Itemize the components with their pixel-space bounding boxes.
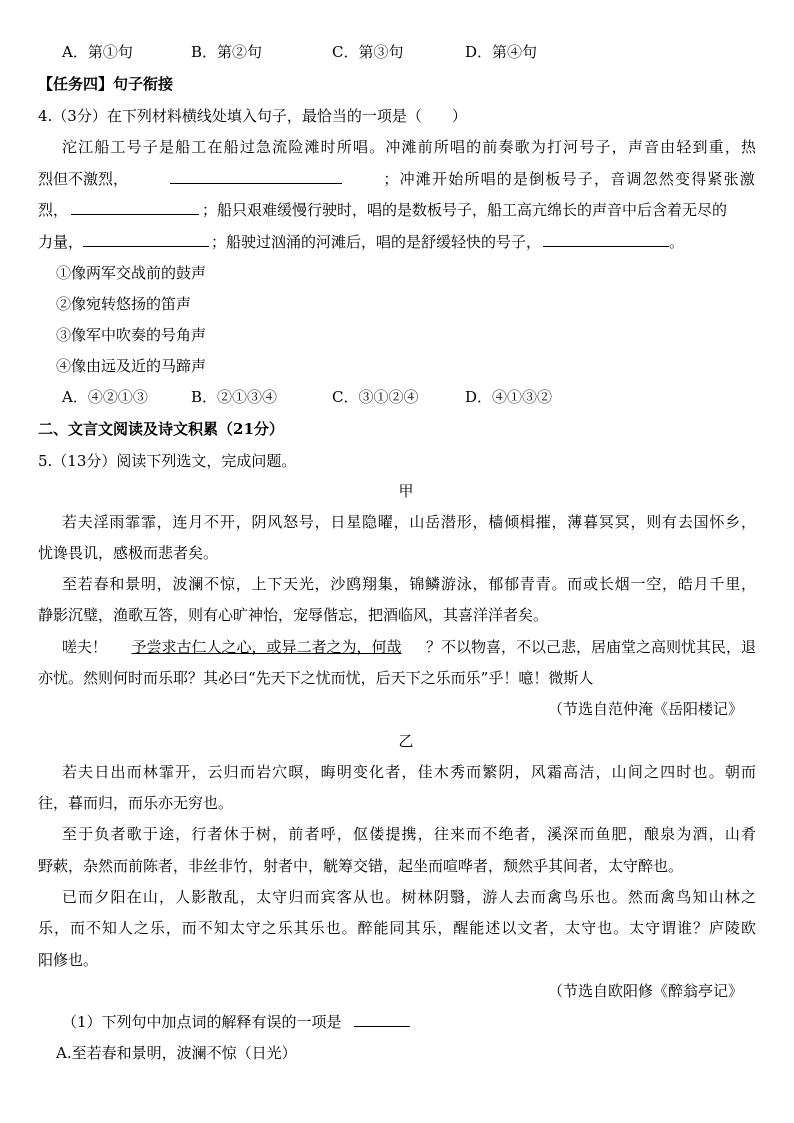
q4-passage-line2 bbox=[38, 169, 756, 189]
yi-line4: 野蔌，杂然而前陈者，非丝非竹，射者中，觥筹交错，起坐而喧哗者，颓然乎其间者，太守醉也。 bbox=[38, 857, 684, 875]
jia-text: ？不以物喜，不以己悲，居庙堂之高则忧其民，退 bbox=[425, 638, 756, 656]
q5-sub1-stem: （1）下列句中加点词的解释有误的一项是 bbox=[62, 1013, 342, 1031]
answer-blank-3[interactable] bbox=[83, 232, 209, 247]
q4-item-3: ③像军中吹奏的号角声 bbox=[56, 326, 207, 344]
q4-text: 。 bbox=[669, 233, 685, 251]
jia-line4: 静影沉璧，渔歌互答，则有心旷神怡，宠辱偕忘，把酒临风，其喜洋洋者矣。 bbox=[38, 606, 549, 624]
jia-text: 嗟夫！ bbox=[62, 638, 108, 656]
q4-passage-line3 bbox=[38, 200, 756, 220]
jia-line3: 至若春和景明，波澜不惊，上下天光，沙鸥翔集，锦鳞游泳，郁郁青青。而或长烟一空，皓月千里， bbox=[62, 575, 756, 593]
q4-text: 力量， bbox=[38, 233, 84, 251]
q4-option-d: D．④①③② bbox=[465, 388, 553, 406]
q4-text: ；船驶过汹涌的河滩后，唱的是舒缓轻快的号子， bbox=[211, 233, 542, 251]
jia-underlined-sentence: 予尝求古仁人之心，或异二者之为，何哉 bbox=[131, 638, 402, 656]
q4-option-c: C．③①②④ bbox=[332, 388, 419, 406]
jia-line6: 亦忧。然则何时而乐耶？其必曰“先天下之忧而忧，后天下之乐而乐”乎！噫！微斯人 bbox=[38, 669, 594, 687]
answer-blank-4[interactable] bbox=[543, 232, 669, 247]
q4-passage-line1: 沱江船工号子是船工在船过急流险滩时所唱。冲滩前所唱的前奏歌为打河号子，声音由轻到重，热 bbox=[62, 138, 756, 156]
yi-line5: 已而夕阳在山，人影散乱，太守归而宾客从也。树林阴翳，游人去而禽鸟乐也。然而禽鸟知山林之 bbox=[62, 888, 756, 906]
q4-item-4: ④像由远及近的马蹄声 bbox=[56, 357, 207, 375]
q4-text: 烈， bbox=[38, 201, 69, 219]
yi-line3: 至于负者歌于途，行者休于树，前者呼，伛偻提携，往来而不绝者，溪深而鱼肥，酿泉为酒，山肴 bbox=[62, 825, 756, 843]
jia-line2: 忧谗畏讥，感极而悲者矣。 bbox=[38, 544, 219, 562]
yi-line7: 阳修也。 bbox=[38, 951, 99, 969]
q4-passage-line4 bbox=[38, 232, 684, 252]
jia-line5 bbox=[62, 637, 756, 657]
q4-text: ；冲滩开始所唱的是倒板号子，音调忽然变得紧张激 bbox=[383, 170, 756, 188]
q4-text: ；船只艰难缓慢行驶时，唱的是数板号子，船工高亢绵长的声音中后含着无尽的 bbox=[202, 201, 728, 219]
q5-stem: 5.（13分）阅读下列选文，完成问题。 bbox=[38, 452, 297, 470]
q4-text: 烈但不激烈， bbox=[38, 170, 129, 188]
yi-line6: 乐，而不知人之乐，而不知太守之乐其乐也。醉能同其乐，醒能述以文者，太守也。太守谓谁？庐陵欧 bbox=[38, 919, 756, 937]
section2-title: 二、文言文阅读及诗文积累（21分） bbox=[38, 420, 284, 438]
q4-option-b: B．②①③④ bbox=[191, 388, 278, 406]
q4-item-2: ②像宛转悠扬的笛声 bbox=[56, 295, 192, 313]
answer-blank-1[interactable] bbox=[170, 169, 342, 184]
yi-line2: 往，暮而归，而乐亦无穷也。 bbox=[38, 794, 234, 812]
answer-blank-5[interactable] bbox=[354, 1012, 410, 1027]
jia-source: （节选自范仲淹《岳阳楼记》 bbox=[548, 700, 744, 718]
passage-yi-title: 乙 bbox=[398, 732, 414, 750]
jia-line1: 若夫淫雨霏霏，连月不开，阴风怒号，日星隐曜，山岳潜形，樯倾楫摧，薄暮冥冥，则有去国怀乡， bbox=[62, 513, 756, 531]
q3-option-d: D．第④句 bbox=[465, 43, 538, 61]
yi-line1: 若夫日出而林霏开，云归而岩穴暝，晦明变化者，佳木秀而繁阴，风霜高洁，山间之四时也。朝而 bbox=[62, 763, 756, 781]
task4-title: 【任务四】句子衔接 bbox=[38, 75, 174, 93]
q5-sub1 bbox=[62, 1012, 410, 1032]
answer-blank-2[interactable] bbox=[71, 200, 199, 215]
q3-option-b: B．第②句 bbox=[191, 43, 263, 61]
q4-item-1: ①像两军交战前的鼓声 bbox=[56, 264, 207, 282]
yi-source: （节选自欧阳修《醉翁亭记》 bbox=[548, 982, 744, 1000]
q5-sub1-option-a: A.至若春和景明，波澜不惊（日光） bbox=[56, 1044, 297, 1062]
q4-stem: 4.（3分）在下列材料横线处填入句子，最恰当的一项是（ ） bbox=[38, 107, 467, 125]
q4-option-a: A．④②①③ bbox=[62, 388, 148, 406]
q3-option-c: C．第③句 bbox=[332, 43, 404, 61]
passage-jia-title: 甲 bbox=[398, 482, 414, 500]
q3-option-a: A．第①句 bbox=[62, 43, 133, 61]
